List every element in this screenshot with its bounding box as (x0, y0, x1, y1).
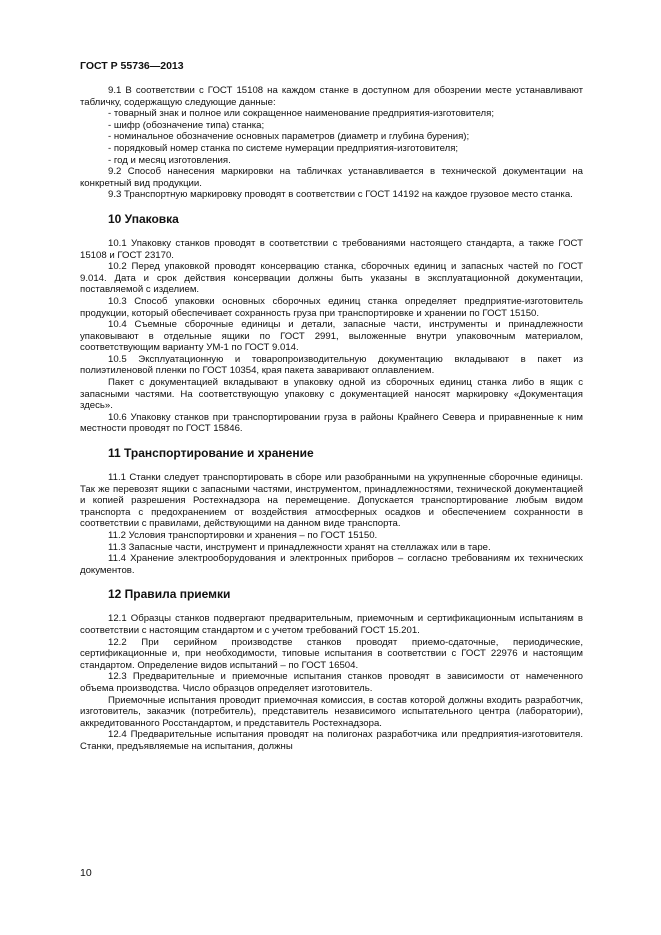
paragraph-9-3: 9.3 Транспортную маркировку проводят в соответствии с ГОСТ 14192 на каждое грузовое место станка. (108, 189, 573, 201)
paragraph-11-2: 11.2 Условия транспортировки и хранения – по ГОСТ 15150. (108, 530, 378, 541)
section-12 (80, 613, 583, 752)
paragraph-11-3: 11.3 Запасные части, инструмент и принадлежности хранят на стеллажах или в таре. (108, 541, 491, 553)
paragraph-11-4: 11.4 Хранение электрооборудования и электронных приборов – согласно требованиям их технических документов. (80, 553, 583, 576)
list-item: - год и месяц изготовления. (108, 154, 231, 166)
paragraph-9-2: 9.2 Способ нанесения маркировки на табличках устанавливается в технической документации на конкретный вид продукции. (80, 166, 583, 189)
list-item: - товарный знак и полное или сокращенное наименование предприятия-изготовителя; (108, 108, 495, 120)
section-heading-11: 11 Транспортирование и хранение (108, 446, 314, 461)
paragraph-10-1: 10.1 Упаковку станков проводят в соответствии с требованиями настоящего стандарта, а также ГОСТ 15108 и ГОСТ 23170. (80, 237, 583, 261)
document-header: ГОСТ Р 55736—2013 (80, 60, 184, 72)
paragraph-12-1: 12.1 Образцы станков подвергают предварительным, приемочным и сертификационным испытаниям в соответствии с настоящим стандартом и с учетом требований ГОСТ 15.201. (80, 613, 583, 636)
paragraph-12-4: 12.4 Предварительные испытания проводят на полигонах разработчика или предприятия-изготовителя. Станки, предъявляемые на испытания, должны (80, 729, 583, 752)
paragraph-11-1: 11.1 Станки следует транспортировать в сборе или разобранными на укрупненные сборочные единицы. Так же перевозят ящики с запасными частями, инструментом, принадлежностями, технической документацией и копией разрешения Ростехнадзора на перемещение. Допускается транспортирование любым видом транспорта с предохранением от воздействия атмосферных осадков и обеспечением сохранности в соответствии с правилами, действующими на данном виде транспорта. (80, 472, 583, 530)
document-body (80, 85, 583, 753)
section-10 (80, 238, 583, 435)
paragraph-10-4: 10.4 Съемные сборочные единицы и детали, запасные части, инструменты и принадлежности упаковывают в отдельные ящики по ГОСТ 2991, выложенные внутри упаковочным материалом, соответствующим варианту УМ-1 по ГОСТ 9.014. (80, 319, 583, 354)
paragraph-10-5-cont: Пакет с документацией вкладывают в упаковку одной из сборочных единиц станка либо в ящик с запасными частями. На соответствующую упаковку с документацией наносят маркировку «Документация здесь». (80, 377, 583, 412)
paragraph-10-3: 10.3 Способ упаковки основных сборочных единиц станка определяет предприятие-изготовитель продукции, который обеспечивает сохранность груза при транспортировке и хранении по ГОСТ 15150. (80, 295, 583, 319)
list-item: - порядковый номер станка по системе нумерации предприятия-изготовителя; (108, 142, 459, 154)
list-item: - шифр (обозначение типа) станка; (108, 119, 265, 131)
section-9 (80, 85, 583, 201)
section-11 (80, 472, 583, 576)
list-item: - номинальное обозначение основных параметров (диаметр и глубина бурения); (108, 131, 470, 143)
paragraph-12-3-cont: Приемочные испытания проводит приемочная комиссия, в состав которой должны входить разработчик, изготовитель, заказчик (потребитель), представитель независимого испытательного центра (лаборатории), аккредитованного Росстандартом, и представитель Ростехнадзора. (80, 694, 583, 729)
paragraph-12-2: 12.2 При серийном производстве станков проводят приемо-сдаточные, периодические, сертификационные и, при необходимости, типовые испытания в соответствии с ГОСТ 22976 и настоящим стандартом. Определение видов испытаний – по ГОСТ 16504. (80, 636, 583, 671)
page-number: 10 (80, 867, 92, 879)
paragraph-10-6: 10.6 Упаковку станков при транспортировании груза в районы Крайнего Севера и приравненные к ним местности проводят по ГОСТ 15846. (80, 411, 583, 435)
section-heading-10: 10 Упаковка (108, 211, 179, 226)
paragraph-9-1: 9.1 В соответствии с ГОСТ 15108 на каждом станке в доступном для обозрении месте устанавливают табличку, содержащую следующие данные: (80, 85, 583, 108)
paragraph-12-3: 12.3 Предварительные и приемочные испытания станков проводят в зависимости от намеченного объема производства. Число образцов определяет изготовитель. (80, 671, 583, 694)
paragraph-10-5: 10.5 Эксплуатационную и товаропроизводительную документацию вкладывают в пакет из полиэтиленовой пленки по ГОСТ 10354, края пакета заваривают оплавлением. (80, 353, 583, 377)
section-heading-12: 12 Правила приемки (108, 587, 231, 602)
paragraph-10-2: 10.2 Перед упаковкой проводят консервацию станка, сборочных единиц и запасных частей по ГОСТ 9.014. Дата и срок действия консервации должны быть указаны в эксплуатационной документации, поставляемой с изделием. (80, 261, 583, 296)
